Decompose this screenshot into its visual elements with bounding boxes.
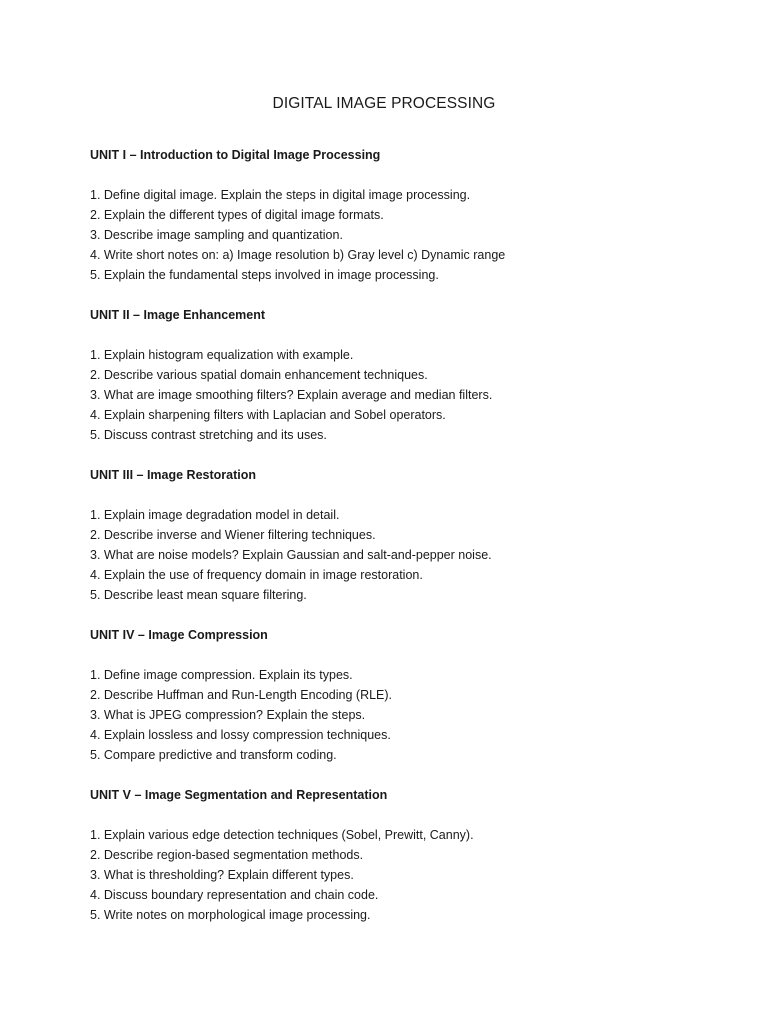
- question-item: 5. Write notes on morphological image processing.: [90, 908, 371, 922]
- question-item: 4. Explain the use of frequency domain in image restoration.: [90, 568, 423, 582]
- question-item: 2. Describe inverse and Wiener filtering techniques.: [90, 528, 376, 542]
- question-list: [90, 185, 678, 285]
- question-item: 5. Explain the fundamental steps involved in image processing.: [90, 268, 439, 282]
- question-item: 5. Describe least mean square filtering.: [90, 588, 307, 602]
- question-item: 1. Define image compression. Explain its types.: [90, 668, 353, 682]
- question-list: [90, 665, 678, 765]
- question-item: 3. What is JPEG compression? Explain the steps.: [90, 708, 366, 722]
- question-item: 5. Compare predictive and transform coding.: [90, 748, 337, 762]
- question-item: 1. Explain image degradation model in detail.: [90, 508, 340, 522]
- unit-heading: UNIT I – Introduction to Digital Image Processing: [90, 148, 381, 162]
- question-list: [90, 825, 678, 925]
- unit-heading: UNIT II – Image Enhancement: [90, 308, 266, 322]
- question-list: [90, 345, 678, 445]
- unit-section-2: [90, 305, 678, 445]
- unit-section-4: [90, 625, 678, 765]
- unit-heading: UNIT V – Image Segmentation and Representation: [90, 788, 388, 802]
- question-item: 4. Explain sharpening filters with Laplacian and Sobel operators.: [90, 408, 446, 422]
- question-item: 2. Explain the different types of digital image formats.: [90, 208, 384, 222]
- question-item: 4. Write short notes on: a) Image resolution b) Gray level c) Dynamic range: [90, 248, 506, 262]
- question-item: 4. Explain lossless and lossy compression techniques.: [90, 728, 391, 742]
- unit-section-3: [90, 465, 678, 605]
- document-title: DIGITAL IMAGE PROCESSING: [272, 95, 496, 112]
- unit-section-5: [90, 785, 678, 925]
- question-item: 4. Discuss boundary representation and chain code.: [90, 888, 379, 902]
- question-item: 1. Explain histogram equalization with example.: [90, 348, 354, 362]
- question-item: 1. Define digital image. Explain the steps in digital image processing.: [90, 188, 471, 202]
- unit-heading: UNIT IV – Image Compression: [90, 628, 268, 642]
- question-item: 3. What are noise models? Explain Gaussian and salt-and-pepper noise.: [90, 548, 492, 562]
- question-item: 2. Describe region-based segmentation methods.: [90, 848, 364, 862]
- unit-heading: UNIT III – Image Restoration: [90, 468, 257, 482]
- question-list: [90, 505, 678, 605]
- question-item: 2. Describe Huffman and Run-Length Encoding (RLE).: [90, 688, 393, 702]
- question-item: 5. Discuss contrast stretching and its uses.: [90, 428, 327, 442]
- unit-section-1: [90, 145, 678, 285]
- question-item: 3. What is thresholding? Explain different types.: [90, 868, 354, 882]
- question-item: 1. Explain various edge detection techniques (Sobel, Prewitt, Canny).: [90, 828, 474, 842]
- question-item: 3. Describe image sampling and quantization.: [90, 228, 343, 242]
- question-item: 3. What are image smoothing filters? Explain average and median filters.: [90, 388, 493, 402]
- question-item: 2. Describe various spatial domain enhancement techniques.: [90, 368, 428, 382]
